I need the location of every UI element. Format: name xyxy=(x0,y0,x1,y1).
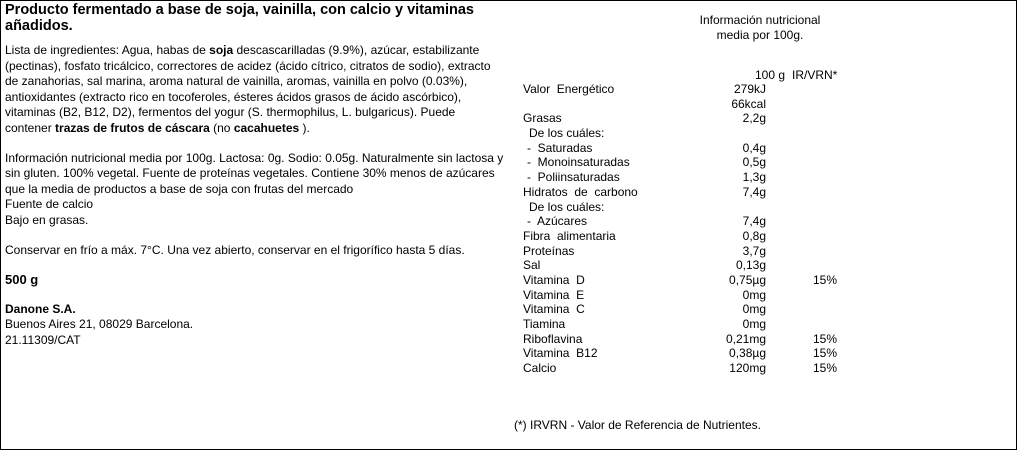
nutrient-reference-percent: 15% xyxy=(812,331,837,346)
nutrient-label: Tiamina xyxy=(523,317,566,331)
column-header-quantity: 100 g xyxy=(755,68,786,82)
nutrient-value: 279kJ xyxy=(733,82,766,96)
nutrient-value: 0,13g xyxy=(735,258,766,273)
nutrient-label: Vitamina E xyxy=(523,287,585,302)
nutrient-value: 3,7g xyxy=(742,243,766,258)
nutrient-label: De los cuáles: xyxy=(529,126,605,141)
nutrient-label: - Monoinsaturadas xyxy=(527,155,630,170)
nutrient-label: Proteínas xyxy=(523,243,575,258)
nutrition-row xyxy=(523,141,853,156)
nutrition-row xyxy=(523,288,853,303)
nutrient-value: 7,4g xyxy=(742,214,766,229)
nutrition-row xyxy=(523,273,853,288)
product-title: Producto fermentado a base de soja, vainilla, con calcio y vitaminas añadidos. xyxy=(5,2,474,34)
nutrient-value: 0mg xyxy=(742,302,766,317)
nutrient-value: 0,4g xyxy=(742,140,766,155)
company-address: Buenos Aires 21, 08029 Barcelona. xyxy=(5,317,194,332)
ingredients-intro: Lista de ingredientes: Agua, habas de xyxy=(5,43,210,57)
nutrient-value: 7,4g xyxy=(742,184,766,199)
nutrient-value: 0mg xyxy=(742,317,766,331)
nutrient-value: 66kcal xyxy=(731,96,766,111)
nutrition-row xyxy=(523,244,853,259)
calcium-claim: Fuente de calcio xyxy=(5,197,94,212)
registry-number: 21.11309/CAT xyxy=(5,332,81,347)
nutrition-heading xyxy=(690,13,830,42)
nutrient-value: 0,5g xyxy=(742,155,766,170)
nutrient-label: Grasas xyxy=(523,111,562,126)
nutrient-label: Vitamina B12 xyxy=(523,346,598,361)
nutrient-label: - Saturadas xyxy=(527,140,593,155)
nutrition-row xyxy=(523,97,853,112)
nutrient-label: Riboflavina xyxy=(523,331,583,346)
nutrition-row xyxy=(523,155,853,170)
nutrition-footnote: (*) IRVRN - Valor de Referencia de Nutrientes. xyxy=(514,418,761,432)
nutrition-row xyxy=(523,332,853,347)
nutrition-info-text: Información nutricional media por 100g. Lactosa: 0g. Sodio: 0.05g. Naturalmente sin lactosa y sin gluten. 100% vegetal. Fuente de proteínas vegetales. Contiene 30% menos de azúcares que la media de productos a base de soja con frutas del mercado xyxy=(5,150,504,196)
nutrient-label: De los cuáles: xyxy=(529,199,605,214)
nutrient-label: Vitamina C xyxy=(523,302,585,317)
nutrition-row xyxy=(523,126,853,141)
nutrition-row xyxy=(523,185,853,200)
nutrient-label: Valor Energético xyxy=(523,82,615,96)
traces-mid: (no xyxy=(209,120,234,135)
storage-instructions: Conservar en frío a máx. 7°C. Una vez abierto, conservar en el frigorífico hasta 5 días. xyxy=(5,242,465,257)
traces-peanuts: cacahuetes xyxy=(233,120,300,135)
ingredients-list xyxy=(5,43,505,137)
net-weight: 500 g xyxy=(5,272,39,288)
nutrient-label: - Poliinsaturadas xyxy=(527,170,620,185)
nutrient-value: 1,3g xyxy=(742,170,766,185)
nutrient-reference-percent: 15% xyxy=(812,346,837,361)
nutrition-row xyxy=(523,200,853,215)
nutrient-value: 0,38µg xyxy=(729,346,766,361)
nutrition-row xyxy=(523,82,853,97)
nutrient-value: 0,21mg xyxy=(725,331,766,346)
nutrient-label: Hidratos de carbono xyxy=(523,184,638,199)
traces-nuts: trazas de frutos de cáscara xyxy=(55,120,210,135)
nutrition-row xyxy=(523,346,853,361)
nutrient-label: Calcio xyxy=(523,361,557,376)
nutrition-row xyxy=(523,361,853,376)
nutrient-value: 120mg xyxy=(729,361,766,376)
nutrient-value: 0mg xyxy=(742,287,766,302)
nutrition-heading-line2: media por 100g. xyxy=(716,27,804,42)
nutrient-label: Vitamina D xyxy=(523,272,585,287)
nutrient-reference-percent: 15% xyxy=(812,361,837,376)
nutrition-row xyxy=(523,317,853,332)
ingredients-rest: descascarilladas (9.9%), azúcar, estabilizante (pectinas), fosfato tricálcico, correctores de acidez (ácido cítrico, citratos de sodio), extracto de zanahorias, sal marina, aroma natural de vainilla, aromas, vainilla en polvo (0.03%), antioxidantes (extracto rico en tocoferoles, ésteres ácidos grasos de ácido ascórbico), vitaminas (B2, B12, D2), fermentos del yogur (S. thermophilus, L. bulgaricus). Puede contener xyxy=(5,43,491,135)
nutrition-table xyxy=(523,82,853,376)
nutrition-row xyxy=(523,229,853,244)
nutrient-label: - Azúcares xyxy=(527,214,588,229)
nutrient-value: 2,2g xyxy=(742,111,766,126)
nutrient-reference-percent: 15% xyxy=(812,272,837,287)
column-header-ir: IR/VRN* xyxy=(792,68,838,82)
nutrient-value: 0,75µg xyxy=(729,272,766,287)
nutrient-label: Fibra alimentaria xyxy=(523,228,616,243)
traces-end: ). xyxy=(299,120,310,135)
fat-claim: Bajo en grasas. xyxy=(5,212,89,227)
nutrition-row xyxy=(523,170,853,185)
ingredients-soja: soja xyxy=(209,43,234,57)
nutrition-row xyxy=(523,258,853,273)
product-info-column xyxy=(5,2,505,349)
nutrition-heading-line1: Información nutricional xyxy=(699,13,821,27)
nutrition-row xyxy=(523,214,853,229)
nutrition-row xyxy=(523,302,853,317)
nutrient-label: Sal xyxy=(523,258,541,273)
nutrition-row xyxy=(523,111,853,126)
nutrient-value: 0,8g xyxy=(742,228,766,243)
company-name: Danone S.A. xyxy=(5,301,76,316)
